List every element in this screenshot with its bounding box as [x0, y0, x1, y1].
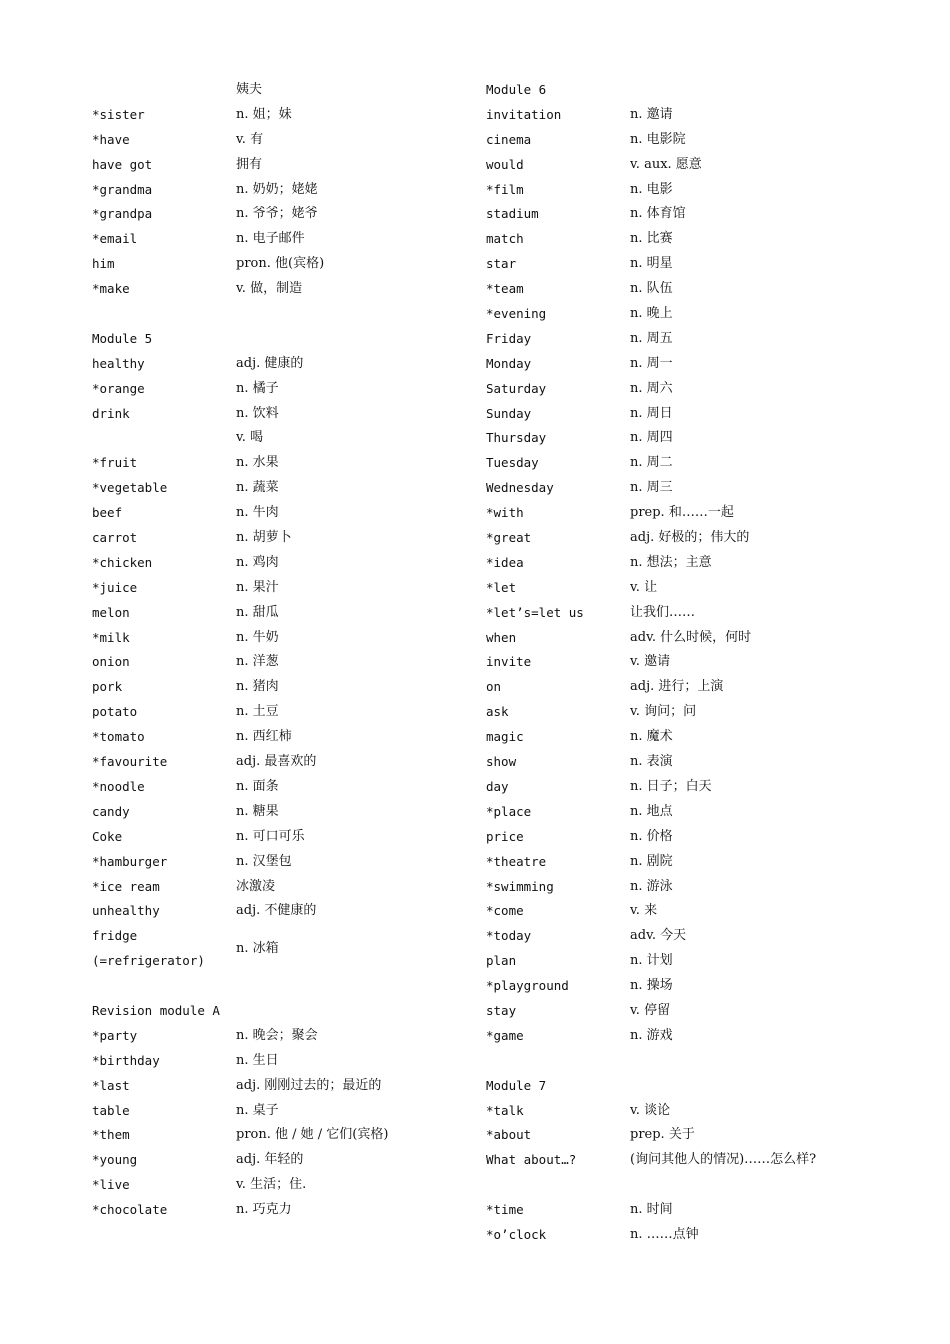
vocab-row: [486, 850, 836, 875]
section-heading: [92, 999, 442, 1024]
vocab-definition: n. 胡萝卜: [236, 530, 292, 546]
vocab-definition: [220, 999, 442, 1024]
vocab-definition: n. 奶奶；姥姥: [236, 181, 318, 197]
vocab-row: [486, 526, 836, 551]
vocab-word: *them: [92, 1127, 130, 1143]
vocab-definition: [236, 302, 442, 327]
vocab-row: [92, 277, 442, 302]
vocab-word: him: [92, 256, 115, 272]
vocab-word: unhealthy: [92, 903, 160, 919]
vocab-word: *let: [486, 579, 517, 595]
vocab-definition: 拥有: [236, 156, 263, 172]
vocab-word: candy: [92, 803, 130, 819]
vocab-definition: n. 桌子: [236, 1102, 279, 1118]
vocab-word: when: [486, 629, 517, 645]
vocab-word: day: [486, 778, 509, 794]
vocab-definition: v. 喝: [236, 430, 264, 446]
vocab-word: invite: [486, 654, 532, 670]
vocab-definition: adj. 不健康的: [236, 903, 317, 919]
vocab-word: Friday: [486, 330, 532, 346]
vocab-word: Sunday: [486, 405, 532, 421]
vocab-row: [486, 153, 836, 178]
vocab-word: *last: [92, 1077, 130, 1093]
vocab-row: [92, 576, 442, 601]
vocab-row: [92, 352, 442, 377]
vocab-word: *milk: [92, 629, 130, 645]
vocab-word: *grandma: [92, 181, 153, 197]
vocab-word: *swimming: [486, 878, 554, 894]
vocab-row: [92, 103, 442, 128]
vocab-definition: n. 计划: [630, 953, 673, 969]
vocab-row: [486, 1198, 836, 1223]
vocab-word: Monday: [486, 355, 532, 371]
vocab-row: [486, 899, 836, 924]
vocab-definition: n. 糖果: [236, 803, 279, 819]
vocab-definition: n. 土豆: [236, 704, 279, 720]
vocab-word: show: [486, 754, 517, 770]
vocab-row: [486, 700, 836, 725]
vocab-word: have got: [92, 156, 153, 172]
vocab-word: *hamburger: [92, 853, 168, 869]
vocab-definition: n. 西红柿: [236, 729, 292, 745]
section-heading: [486, 1074, 836, 1099]
vocab-word: *about: [486, 1127, 532, 1143]
vocab-definition: n. 汉堡包: [236, 853, 292, 869]
vocab-word: onion: [92, 654, 130, 670]
vocab-word: invitation: [486, 106, 562, 122]
vocab-definition: n. 电影院: [630, 131, 686, 147]
vocab-word: *place: [486, 803, 532, 819]
vocab-definition: n. 魔术: [630, 729, 673, 745]
vocab-definition: n. 电影: [630, 181, 673, 197]
vocab-word: *vegetable: [92, 480, 168, 496]
vocab-definition: pron. 他 / 她 / 它们(宾格): [236, 1127, 389, 1143]
vocab-word: *ice ream: [92, 878, 160, 894]
vocab-row: [486, 775, 836, 800]
vocab-definition: n. 周二: [630, 455, 673, 471]
vocab-row: [486, 924, 836, 949]
vocab-row: [486, 451, 836, 476]
vocab-word: carrot: [92, 530, 138, 546]
vocab-row: [486, 949, 836, 974]
vocab-word: fridge (=refrigerator): [92, 928, 205, 969]
vocab-row: [92, 302, 442, 327]
vocab-row: [486, 302, 836, 327]
vocab-word: melon: [92, 604, 130, 620]
vocab-word: *idea: [486, 554, 524, 570]
vocab-row: [92, 825, 442, 850]
vocab-definition: adj. 年轻的: [236, 1152, 304, 1168]
vocab-word: *make: [92, 281, 130, 297]
vocab-row: [92, 501, 442, 526]
vocab-definition: n. 水果: [236, 455, 279, 471]
vocab-row: [92, 675, 442, 700]
vocab-word: *today: [486, 928, 532, 944]
vocab-word: Coke: [92, 828, 123, 844]
vocab-word: *party: [92, 1027, 138, 1043]
vocab-word: *let’s=let us: [486, 604, 584, 620]
vocab-definition: n. 姐；妹: [236, 106, 292, 122]
vocab-word: *sister: [92, 106, 145, 122]
vocab-row: [92, 800, 442, 825]
vocab-word: *team: [486, 281, 524, 297]
vocab-row: [486, 750, 836, 775]
vocab-definition: n. 游戏: [630, 1027, 673, 1043]
vocab-row: [486, 377, 836, 402]
vocab-definition: n. 爷爷；姥爷: [236, 206, 318, 222]
vocab-row: [486, 725, 836, 750]
vocab-word: *with: [486, 505, 524, 521]
vocab-row: [92, 252, 442, 277]
vocab-definition: [236, 974, 442, 999]
vocab-word: *come: [486, 903, 524, 919]
vocab-definition: n. 价格: [630, 828, 673, 844]
vocab-word: *time: [486, 1202, 524, 1218]
vocab-row: [92, 526, 442, 551]
vocab-definition: [546, 1074, 836, 1099]
vocab-definition: prep. 关于: [630, 1127, 695, 1143]
vocab-row: [486, 202, 836, 227]
vocab-word: *evening: [486, 306, 547, 322]
vocab-definition: n. 晚会；聚会: [236, 1027, 318, 1043]
vocab-row: [92, 1099, 442, 1124]
vocab-row: [92, 1074, 442, 1099]
vocab-row: [486, 128, 836, 153]
section-heading: [486, 78, 836, 103]
vocab-row: [92, 775, 442, 800]
vocab-definition: v. aux. 愿意: [630, 156, 702, 172]
vocab-word: *fruit: [92, 455, 138, 471]
vocab-row: [486, 974, 836, 999]
vocab-definition: n. 剧院: [630, 853, 673, 869]
vocab-word: Thursday: [486, 430, 547, 446]
vocab-word: plan: [486, 953, 517, 969]
vocab-definition: n. ……点钟: [630, 1226, 699, 1242]
vocab-definition: 冰激凌: [236, 878, 276, 894]
vocab-row: [486, 1123, 836, 1148]
vocab-definition: n. 冰箱: [236, 940, 279, 956]
vocab-row: [92, 227, 442, 252]
vocab-word: healthy: [92, 355, 145, 371]
vocab-definition: v. 有: [236, 131, 264, 147]
vocab-row: [92, 1123, 442, 1148]
vocab-word: match: [486, 231, 524, 247]
vocab-word: *have: [92, 131, 130, 147]
vocab-row: [92, 725, 442, 750]
vocab-row: [92, 402, 442, 427]
vocab-row: [92, 650, 442, 675]
vocab-row: [486, 103, 836, 128]
vocab-row: [486, 352, 836, 377]
vocab-definition: adj. 刚刚过去的；最近的: [236, 1077, 382, 1093]
vocab-definition: adj. 健康的: [236, 355, 304, 371]
vocab-definition: n. 周六: [630, 380, 673, 396]
vocab-row: [486, 476, 836, 501]
vocab-row: [486, 1049, 836, 1074]
vocab-row: [486, 601, 836, 626]
vocab-definition: 姨夫: [236, 82, 263, 97]
vocab-definition: n. 周日: [630, 405, 673, 421]
vocab-definition: n. 电子邮件: [236, 231, 305, 247]
vocab-definition: adj. 最喜欢的: [236, 754, 317, 770]
vocab-definition: v. 谈论: [630, 1102, 671, 1118]
vocab-word: on: [486, 679, 502, 695]
vocab-row: [92, 426, 442, 451]
vocab-row: [486, 1099, 836, 1124]
vocab-definition: n. 牛肉: [236, 505, 279, 521]
vocab-word: *young: [92, 1152, 138, 1168]
vocab-definition: v. 让: [630, 579, 658, 595]
vocab-row: [486, 426, 836, 451]
vocab-row: [92, 551, 442, 576]
vocab-row: [92, 850, 442, 875]
vocab-definition: n. 日子；白天: [630, 778, 712, 794]
vocab-definition: v. 停留: [630, 1002, 671, 1018]
vocab-definition: n. 时间: [630, 1202, 673, 1218]
vocab-word: *talk: [486, 1102, 524, 1118]
vocab-row: [92, 1173, 442, 1198]
vocab-word: table: [92, 1102, 130, 1118]
vocab-definition: n. 地点: [630, 803, 673, 819]
vocab-row: [92, 153, 442, 178]
vocab-definition: n. 生日: [236, 1052, 279, 1068]
vocab-word: [92, 426, 236, 451]
vocab-definition: n. 果汁: [236, 579, 279, 595]
vocab-word: *playground: [486, 978, 569, 994]
vocab-word: Saturday: [486, 380, 547, 396]
vocab-definition: n. 周一: [630, 355, 673, 371]
vocab-definition: n. 牛奶: [236, 629, 279, 645]
vocab-row: [486, 327, 836, 352]
vocab-word: *great: [486, 530, 532, 546]
vocab-row: [486, 501, 836, 526]
vocab-definition: n. 体育馆: [630, 206, 686, 222]
vocab-word: Tuesday: [486, 455, 539, 471]
vocab-word: cinema: [486, 131, 532, 147]
vocab-definition: n. 橘子: [236, 380, 279, 396]
section-title: Module 7: [486, 1077, 547, 1093]
vocab-definition: n. 饮料: [236, 405, 279, 421]
vocab-definition: v. 生活；住.: [236, 1177, 307, 1193]
vocab-definition: n. 想法；主意: [630, 554, 712, 570]
vocab-word: price: [486, 828, 524, 844]
vocab-row: [486, 626, 836, 651]
vocab-word: star: [486, 256, 517, 272]
vocab-row: [92, 451, 442, 476]
vocab-row: [92, 899, 442, 924]
vocab-definition: n. 周三: [630, 480, 673, 496]
vocab-word: *game: [486, 1027, 524, 1043]
vocab-row: [92, 476, 442, 501]
vocab-row: [486, 178, 836, 203]
vocab-definition: n. 邀请: [630, 106, 673, 122]
vocab-word: *chocolate: [92, 1202, 168, 1218]
vocab-row: [486, 402, 836, 427]
vocab-row: [92, 128, 442, 153]
vocab-row: [92, 1148, 442, 1173]
vocab-row: [486, 999, 836, 1024]
vocab-word: [92, 974, 236, 999]
vocab-definition: [546, 78, 836, 103]
vocab-word: What about…?: [486, 1152, 577, 1168]
vocab-word: *email: [92, 231, 138, 247]
vocab-definition: adj. 进行；上演: [630, 679, 724, 695]
vocab-definition: n. 明星: [630, 256, 673, 272]
vocab-definition: n. 甜瓜: [236, 604, 279, 620]
vocab-definition: n. 蔬菜: [236, 480, 279, 496]
vocab-word: would: [486, 156, 524, 172]
vocab-row: [486, 875, 836, 900]
vocab-word: *juice: [92, 579, 138, 595]
vocab-word: *noodle: [92, 778, 145, 794]
vocab-row: [92, 202, 442, 227]
vocab-word: *favourite: [92, 754, 168, 770]
vocab-row: [92, 924, 442, 974]
vocab-word: potato: [92, 704, 138, 720]
vocab-row: [92, 1049, 442, 1074]
vocab-definition: v. 邀请: [630, 654, 671, 670]
vocab-definition: n. 面条: [236, 778, 279, 794]
vocab-row: [92, 1198, 442, 1223]
vocab-definition: v. 来: [630, 903, 658, 919]
vocab-row: [486, 675, 836, 700]
vocab-definition: n. 队伍: [630, 281, 673, 297]
vocab-row: [92, 601, 442, 626]
vocab-word: beef: [92, 505, 123, 521]
vocab-word: *tomato: [92, 729, 145, 745]
vocab-word: ask: [486, 704, 509, 720]
vocab-definition: (询问其他人的情况)……怎么样?: [630, 1152, 817, 1168]
vocab-definition: n. 比赛: [630, 231, 673, 247]
vocab-row: [92, 377, 442, 402]
vocab-definition: n. 猪肉: [236, 679, 279, 695]
vocab-word: *orange: [92, 380, 145, 396]
vocab-row: [486, 1024, 836, 1049]
vocab-definition: adj. 好极的；伟大的: [630, 530, 750, 546]
right-column: [486, 78, 836, 1248]
vocab-row: [486, 1223, 836, 1248]
vocab-row: [486, 576, 836, 601]
vocab-word: [486, 1049, 630, 1074]
vocab-word: *live: [92, 1177, 130, 1193]
left-column: [92, 78, 442, 1223]
section-title: Module 6: [486, 82, 547, 97]
vocab-row: [92, 750, 442, 775]
vocab-word: *chicken: [92, 554, 153, 570]
vocab-definition: n. 晚上: [630, 306, 673, 322]
vocab-definition: prep. 和……一起: [630, 505, 734, 521]
vocab-word: [92, 78, 236, 103]
vocab-word: *grandpa: [92, 206, 153, 222]
vocab-definition: 让我们……: [630, 604, 696, 620]
vocab-definition: n. 鸡肉: [236, 554, 279, 570]
vocab-definition: n. 巧克力: [236, 1202, 292, 1218]
section-title: Revision module A: [92, 1002, 220, 1018]
vocab-row: [92, 700, 442, 725]
vocab-definition: [630, 1049, 836, 1074]
vocab-row: [92, 178, 442, 203]
vocab-row: [92, 974, 442, 999]
vocab-definition: pron. 他(宾格): [236, 256, 325, 272]
vocab-word: pork: [92, 679, 123, 695]
vocab-word: [92, 302, 236, 327]
vocab-row: [92, 875, 442, 900]
vocab-word: Wednesday: [486, 480, 554, 496]
vocab-row: [486, 650, 836, 675]
vocab-row: [486, 1148, 836, 1198]
vocab-definition: [152, 327, 442, 352]
vocab-word: *o’clock: [486, 1226, 547, 1242]
vocab-word: stay: [486, 1002, 517, 1018]
vocab-definition: n. 可口可乐: [236, 828, 305, 844]
vocab-row: [486, 277, 836, 302]
vocab-word: *theatre: [486, 853, 547, 869]
vocab-definition: n. 洋葱: [236, 654, 279, 670]
section-heading: [92, 327, 442, 352]
vocab-word: *film: [486, 181, 524, 197]
vocab-definition: n. 游泳: [630, 878, 673, 894]
vocab-row: [92, 78, 442, 103]
vocab-row: [486, 825, 836, 850]
vocab-row: [486, 252, 836, 277]
vocab-definition: n. 周四: [630, 430, 673, 446]
vocab-definition: adv. 今天: [630, 928, 687, 944]
vocab-definition: n. 操场: [630, 978, 673, 994]
vocab-row: [92, 1024, 442, 1049]
vocab-definition: n. 表演: [630, 754, 673, 770]
vocab-word: drink: [92, 405, 130, 421]
vocab-row: [486, 800, 836, 825]
section-title: Module 5: [92, 330, 153, 346]
vocab-definition: v. 询问；问: [630, 704, 697, 720]
vocab-definition: adv. 什么时候，何时: [630, 629, 752, 645]
vocab-row: [92, 626, 442, 651]
vocab-word: magic: [486, 729, 524, 745]
vocab-definition: v. 做，制造: [236, 281, 303, 297]
vocab-definition: n. 周五: [630, 330, 673, 346]
vocab-row: [486, 227, 836, 252]
vocab-word: *birthday: [92, 1052, 160, 1068]
vocab-row: [486, 551, 836, 576]
vocab-word: stadium: [486, 206, 539, 222]
